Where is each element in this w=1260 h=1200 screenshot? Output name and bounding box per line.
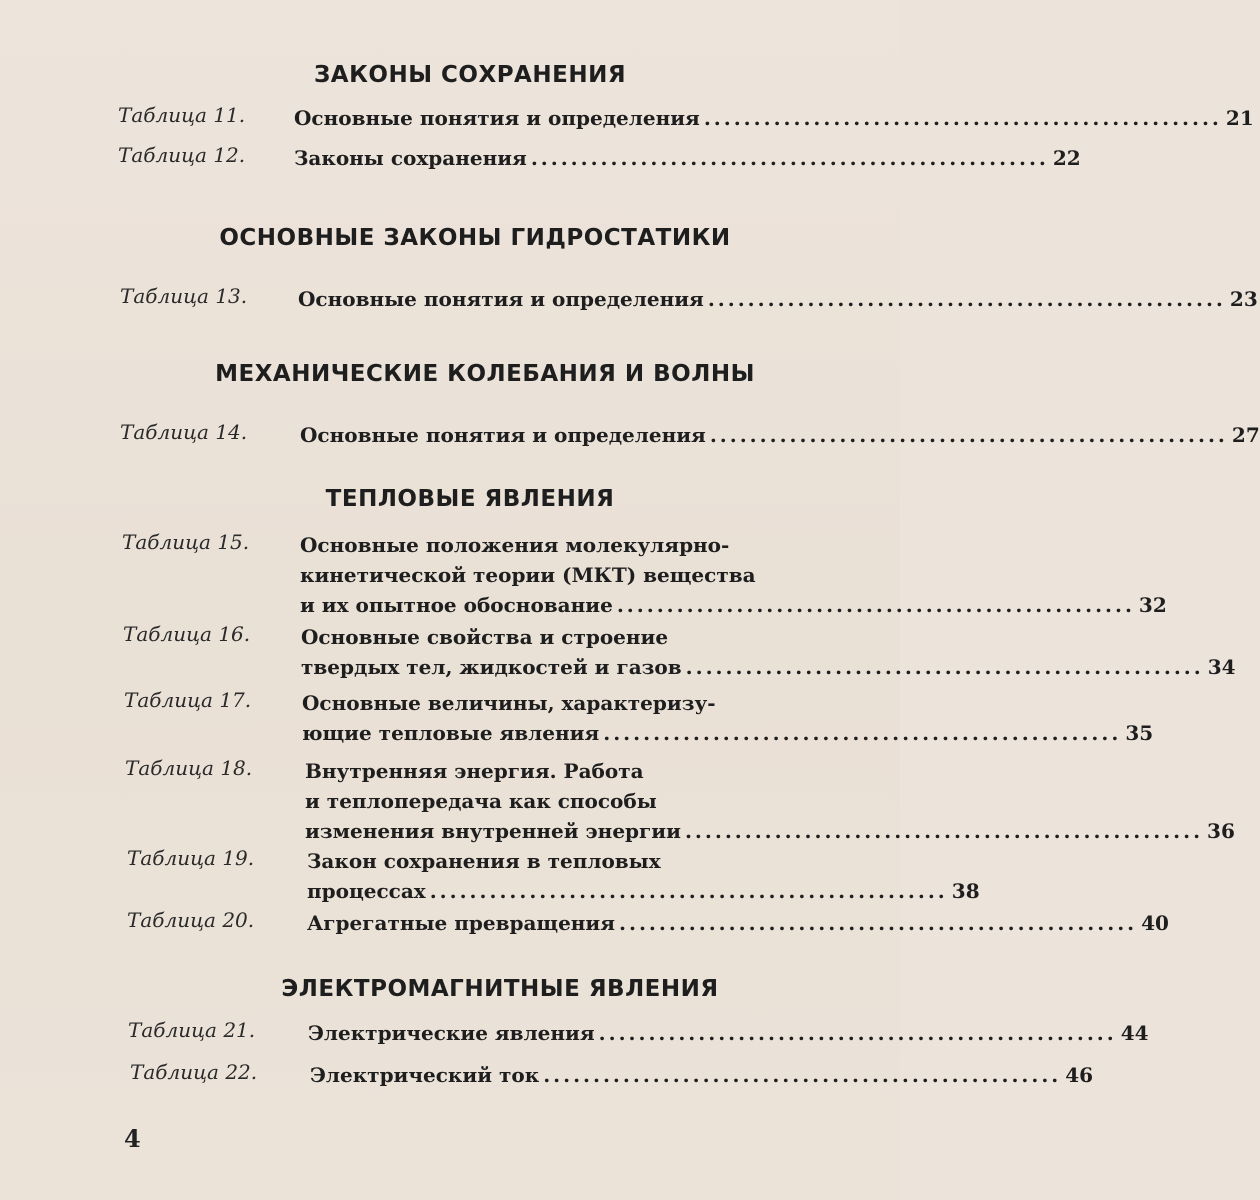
- entry-label: Таблица 20.: [127, 908, 255, 932]
- entry-page-number: 40: [1141, 911, 1169, 935]
- toc-entry[interactable]: Таблица 22. Электрический ток .................................................... 46: [130, 1060, 880, 1100]
- entry-title-line: кинетической теории (МКТ) вещества: [300, 563, 756, 587]
- entry-label: Таблица 14.: [120, 420, 248, 444]
- entry-title-line: процессах: [307, 879, 426, 903]
- entry-title-line: твердых тел, жидкостей и газов: [301, 655, 682, 679]
- entry-title-line: Основные положения молекулярно-: [300, 533, 730, 557]
- toc-entry[interactable]: Таблица 15. Основные положения молекулярно- кинетической теории (МКТ) вещества и их опытное обоснование .................................................... 32: [122, 530, 872, 626]
- entry-page-number: 34: [1207, 655, 1236, 679]
- entry-title-line: и теплопередача как способы: [305, 789, 657, 813]
- entry-label: Таблица 15.: [122, 530, 250, 554]
- entry-title: Агрегатные превращения: [307, 911, 616, 935]
- entry-title: Основные понятия и определения: [294, 106, 700, 130]
- entry-label: Таблица 13.: [120, 284, 248, 308]
- entry-page-number: 38: [951, 879, 980, 903]
- entry-page-number: 46: [1065, 1063, 1094, 1087]
- entry-label: Таблица 17.: [124, 688, 252, 712]
- toc-entry[interactable]: Таблица 13. Основные понятия и определения .................................................... 23: [120, 284, 868, 324]
- toc-entry[interactable]: Таблица 12. Законы сохранения .................................................... 22: [118, 143, 866, 183]
- entry-label: Таблица 22.: [130, 1060, 258, 1084]
- section-title-oscillations-waves: МЕХАНИЧЕСКИЕ КОЛЕБАНИЯ И ВОЛНЫ: [215, 361, 755, 387]
- section-title-conservation-laws: ЗАКОНЫ СОХРАНЕНИЯ: [313, 62, 627, 88]
- section-title-hydrostatics: ОСНОВНЫЕ ЗАКОНЫ ГИДРОСТАТИКИ: [219, 225, 731, 251]
- toc-entry[interactable]: Таблица 17. Основные величины, характеризу- ющие тепловые явления .................................................... 35: [124, 688, 874, 754]
- entry-page-number: 21: [1225, 106, 1254, 130]
- entry-page-number: 23: [1229, 287, 1258, 311]
- toc-entry[interactable]: Таблица 11. Основные понятия и определения .................................................... 21: [118, 103, 866, 143]
- entry-title: Законы сохранения: [294, 146, 527, 170]
- entry-page-number: 22: [1052, 146, 1081, 170]
- entry-label: Таблица 21.: [128, 1018, 256, 1042]
- entry-title: Электрические явления: [308, 1021, 595, 1045]
- entry-page-number: 44: [1120, 1021, 1149, 1045]
- entry-title-line: и их опытное обоснование: [300, 593, 613, 617]
- entry-label: Таблица 16.: [123, 622, 251, 646]
- toc-entry[interactable]: Таблица 16. Основные свойства и строение твердых тел, жидкостей и газов .................................................... 34: [123, 622, 873, 688]
- entry-title-line: Основные величины, характеризу-: [302, 691, 716, 715]
- entry-title-line: изменения внутренней энергии: [305, 819, 681, 843]
- toc-entry[interactable]: Таблица 21. Электрические явления .................................................... 44: [128, 1018, 878, 1058]
- entry-title-line: Закон сохранения в тепловых: [307, 849, 661, 873]
- entry-title-line: Основные свойства и строение: [301, 625, 669, 649]
- entry-label: Таблица 18.: [125, 756, 253, 780]
- entry-title: Основные понятия и определения: [300, 423, 706, 447]
- entry-page-number: 27: [1231, 423, 1260, 447]
- entry-page-number: 32: [1138, 593, 1167, 617]
- toc-entry[interactable]: Таблица 19. Закон сохранения в тепловых процессах .................................................... 38: [127, 846, 877, 912]
- entry-label: Таблица 19.: [127, 846, 255, 870]
- entry-title-line: ющие тепловые явления: [302, 721, 600, 745]
- entry-label: Таблица 11.: [118, 103, 246, 127]
- toc-entry[interactable]: Таблица 18. Внутренняя энергия. Работа и теплопередача как способы изменения внутренней энергии .................................................... 36: [125, 756, 875, 852]
- toc-entry[interactable]: Таблица 14. Основные понятия и определения .................................................... 27: [120, 420, 872, 460]
- entry-page-number: 35: [1125, 721, 1154, 745]
- page-number: 4: [124, 1124, 141, 1153]
- entry-title: Основные понятия и определения: [298, 287, 704, 311]
- section-title-electromagnetic: ЭЛЕКТРОМАГНИТНЫЕ ЯВЛЕНИЯ: [281, 976, 719, 1002]
- entry-page-number: 36: [1207, 819, 1235, 843]
- entry-title: Электрический ток: [310, 1063, 540, 1087]
- section-title-thermal-phenomena: ТЕПЛОВЫЕ ЯВЛЕНИЯ: [325, 486, 615, 512]
- toc-entry[interactable]: Таблица 20. Агрегатные превращения .................................................... 40: [127, 908, 877, 948]
- entry-title-line: Внутренняя энергия. Работа: [305, 759, 644, 783]
- entry-label: Таблица 12.: [118, 143, 246, 167]
